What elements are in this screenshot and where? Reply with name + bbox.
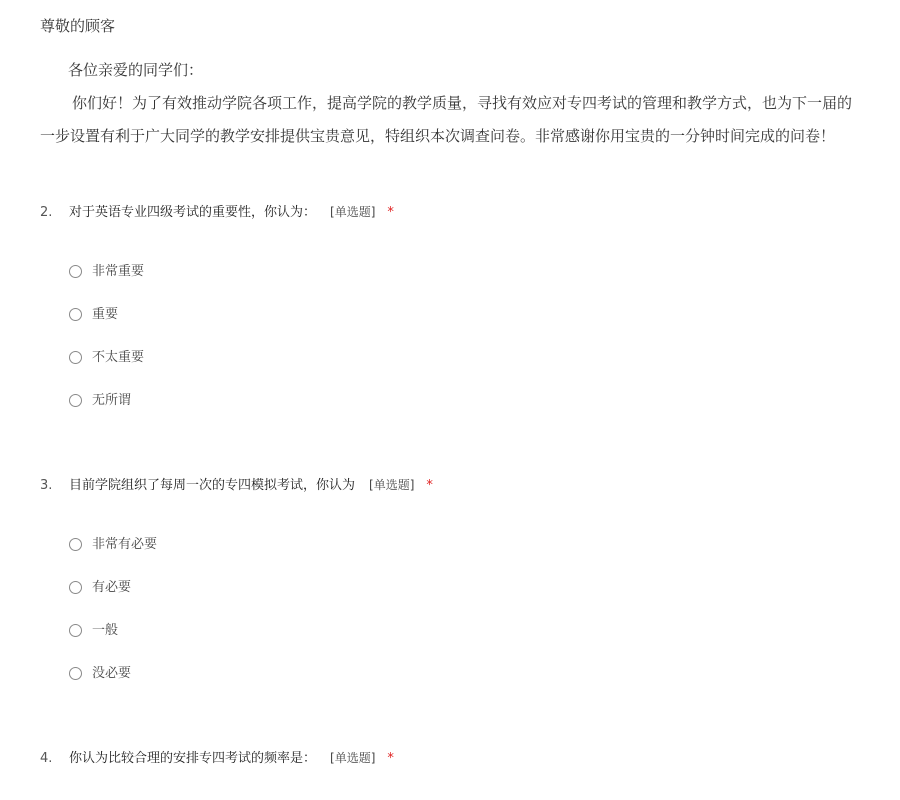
required-asterisk: *	[387, 205, 394, 220]
radio-button[interactable]	[69, 581, 82, 594]
option-necessary[interactable]	[69, 580, 157, 623]
option-very-important[interactable]	[69, 264, 144, 307]
option-label: 无所谓	[92, 393, 132, 408]
question-2	[40, 203, 900, 408]
option-not-very-important[interactable]	[69, 350, 144, 393]
radio-button[interactable]	[69, 538, 82, 551]
question-4	[40, 749, 900, 768]
option-very-necessary[interactable]	[69, 537, 157, 580]
question-title	[40, 749, 900, 768]
radio-button[interactable]	[69, 624, 82, 637]
option-list	[69, 264, 144, 436]
option-label: 不太重要	[92, 350, 145, 365]
question-type-badge: [单选题]	[330, 751, 376, 765]
option-label: 一般	[92, 623, 119, 638]
question-3	[40, 476, 900, 681]
question-title	[40, 203, 900, 222]
question-number: 2.	[40, 205, 53, 220]
option-label: 有必要	[92, 580, 132, 595]
radio-button[interactable]	[69, 667, 82, 680]
intro-text-line-1: 你们好！为了有效推动学院各项工作，提高学院的教学质量，寻找有效应对专四考试的管理和教学方式，也为下一届的	[72, 94, 853, 112]
option-average[interactable]	[69, 623, 157, 666]
intro-text-line-2: 一步设置有利于广大同学的教学安排提供宝贵意见，特组织本次调查问卷。非常感谢你用宝贵的一分钟时间完成的问卷！	[40, 127, 836, 145]
option-unnecessary[interactable]	[69, 666, 157, 709]
radio-button[interactable]	[69, 351, 82, 364]
option-label: 重要	[92, 307, 119, 322]
required-asterisk: *	[387, 751, 394, 766]
option-label: 非常重要	[92, 264, 145, 279]
question-text: 对于英语专业四级考试的重要性，你认为：	[69, 205, 317, 220]
greeting-heading: 尊敬的顾客	[40, 17, 116, 35]
question-number: 3.	[40, 478, 53, 493]
question-number: 4.	[40, 751, 53, 766]
option-label: 非常有必要	[92, 537, 158, 552]
question-type-badge: [单选题]	[369, 478, 415, 492]
option-important[interactable]	[69, 307, 144, 350]
survey-intro	[40, 54, 900, 153]
question-text: 你认为比较合理的安排专四考试的频率是：	[69, 751, 317, 766]
intro-salutation: 各位亲爱的同学们：	[68, 61, 204, 79]
question-text: 目前学院组织了每周一次的专四模拟考试，你认为	[69, 478, 356, 493]
required-asterisk: *	[426, 478, 433, 493]
option-list	[69, 537, 157, 709]
question-type-badge: [单选题]	[330, 205, 376, 219]
radio-button[interactable]	[69, 394, 82, 407]
option-label: 没必要	[92, 666, 132, 681]
radio-button[interactable]	[69, 308, 82, 321]
radio-button[interactable]	[69, 265, 82, 278]
option-indifferent[interactable]	[69, 393, 144, 436]
question-title	[40, 476, 900, 495]
